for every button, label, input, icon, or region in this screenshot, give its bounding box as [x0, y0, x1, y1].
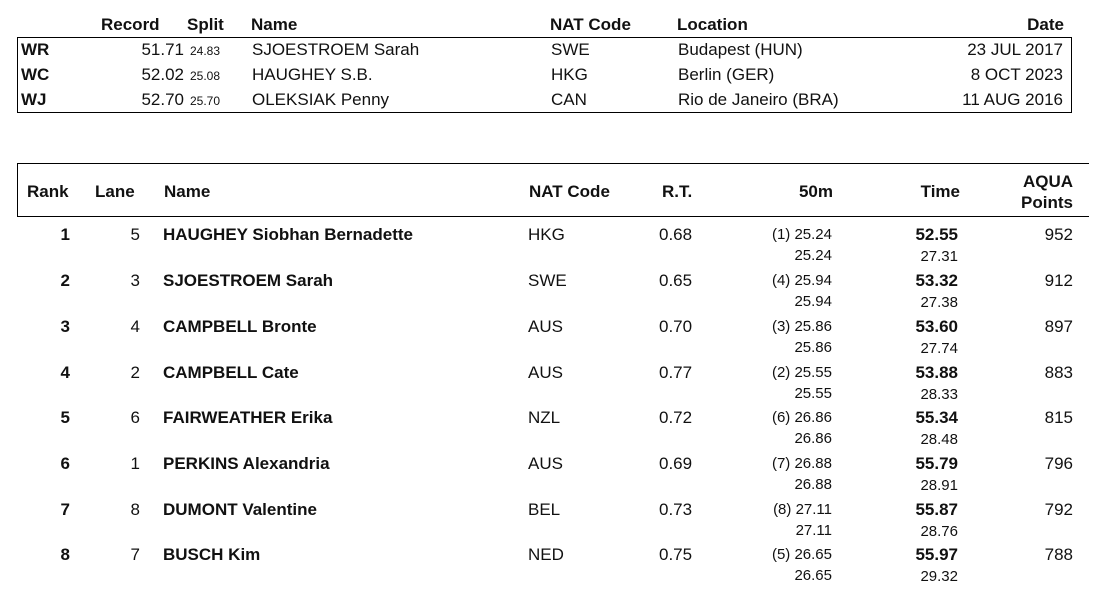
table-row [17, 225, 1089, 271]
aqua-points: 952 [1044, 225, 1073, 244]
cumulative-50m: 26.88 [794, 476, 832, 493]
rank-cell: 3 [60, 317, 70, 336]
athlete-name: FAIRWEATHER Erika [163, 408, 333, 427]
lane-cell: 2 [130, 363, 140, 382]
header-lane: Lane [95, 182, 135, 201]
record-holder: SJOESTROEM Sarah [252, 40, 420, 59]
record-split: 24.83 [190, 44, 221, 58]
nat-cell: BEL [528, 500, 561, 519]
cumulative-50m: 25.94 [794, 293, 832, 310]
record-code: WR [21, 40, 50, 59]
record-nat: CAN [551, 90, 587, 109]
split-100m: 28.33 [920, 386, 958, 403]
record-location: Berlin (GER) [678, 65, 775, 84]
header-name: Name [164, 182, 211, 201]
record-split: 25.08 [190, 69, 221, 83]
header-rank: Rank [27, 182, 69, 201]
header-date: Date [1027, 15, 1064, 34]
cumulative-50m: 25.86 [794, 339, 832, 356]
header-location: Location [677, 15, 748, 34]
records-header [17, 11, 1072, 38]
split-50m: (2) 25.55 [771, 364, 832, 381]
nat-cell: SWE [528, 271, 567, 290]
aqua-points: 883 [1044, 363, 1073, 382]
record-time: 52.70 [141, 90, 184, 109]
nat-cell: HKG [528, 225, 565, 244]
cumulative-50m: 25.55 [794, 385, 832, 402]
record-location: Budapest (HUN) [678, 40, 803, 59]
split-50m: (5) 26.65 [771, 546, 832, 563]
athlete-name: SJOESTROEM Sarah [163, 271, 334, 290]
record-holder: OLEKSIAK Penny [252, 90, 390, 109]
table-row [17, 454, 1089, 500]
rank-cell: 5 [60, 408, 70, 427]
lane-cell: 5 [130, 225, 140, 244]
table-row [17, 408, 1089, 454]
rank-cell: 7 [60, 500, 70, 519]
header-points-line2: Points [1021, 193, 1073, 212]
record-code: WC [21, 65, 50, 84]
final-time: 52.55 [915, 225, 958, 244]
cumulative-50m: 26.65 [794, 567, 832, 584]
athlete-name: BUSCH Kim [163, 545, 261, 564]
nat-cell: AUS [528, 317, 563, 336]
split-100m: 28.76 [920, 523, 958, 540]
nat-cell: NZL [528, 408, 561, 427]
split-50m: (3) 25.86 [771, 318, 832, 335]
aqua-points: 912 [1044, 271, 1073, 290]
rank-cell: 4 [60, 363, 70, 382]
record-row [18, 40, 1071, 65]
final-time: 53.88 [915, 363, 958, 382]
rank-cell: 6 [60, 454, 70, 473]
table-row [17, 271, 1089, 317]
aqua-points: 788 [1044, 545, 1073, 564]
lane-cell: 6 [130, 408, 140, 427]
header-rt: R.T. [662, 182, 693, 201]
aqua-points: 792 [1044, 500, 1073, 519]
record-code: WJ [21, 90, 47, 109]
lane-cell: 7 [130, 545, 140, 564]
record-location: Rio de Janeiro (BRA) [678, 90, 839, 109]
final-time: 55.87 [915, 500, 958, 519]
records-body [17, 37, 1072, 113]
cumulative-50m: 27.11 [795, 522, 832, 539]
nat-cell: AUS [528, 363, 563, 382]
record-row [18, 90, 1071, 115]
cumulative-50m: 25.24 [794, 247, 832, 264]
reaction-time: 0.77 [659, 363, 693, 382]
rank-cell: 1 [60, 225, 70, 244]
reaction-time: 0.70 [659, 317, 693, 336]
record-date: 23 JUL 2017 [967, 40, 1063, 59]
header-nat: NAT Code [550, 15, 631, 34]
record-time: 51.71 [141, 40, 184, 59]
reaction-time: 0.75 [659, 545, 693, 564]
lane-cell: 1 [130, 454, 140, 473]
table-row [17, 545, 1089, 591]
nat-cell: NED [528, 545, 564, 564]
results-header [17, 163, 1089, 217]
record-row [18, 65, 1071, 90]
aqua-points: 796 [1044, 454, 1073, 473]
record-date: 8 OCT 2023 [970, 65, 1063, 84]
final-time: 53.32 [915, 271, 958, 290]
final-time: 55.34 [915, 408, 958, 427]
record-split: 25.70 [190, 94, 221, 108]
header-time: Time [920, 182, 960, 201]
athlete-name: HAUGHEY Siobhan Bernadette [163, 225, 414, 244]
header-points-line1: AQUA [1022, 172, 1073, 191]
reaction-time: 0.65 [659, 271, 693, 290]
records-table [17, 11, 1072, 113]
reaction-time: 0.73 [659, 500, 693, 519]
record-time: 52.02 [141, 65, 184, 84]
table-row [17, 500, 1089, 546]
split-100m: 28.48 [920, 431, 958, 448]
nat-cell: AUS [528, 454, 563, 473]
athlete-name: DUMONT Valentine [163, 500, 317, 519]
final-time: 55.79 [915, 454, 958, 473]
split-50m: (8) 27.11 [773, 501, 832, 518]
lane-cell: 8 [130, 500, 140, 519]
split-50m: (4) 25.94 [771, 272, 832, 289]
split-100m: 27.31 [920, 248, 958, 265]
final-time: 53.60 [915, 317, 958, 336]
header-50m: 50m [798, 182, 833, 201]
split-50m: (7) 26.88 [771, 455, 832, 472]
athlete-name: CAMPBELL Bronte [163, 317, 317, 336]
reaction-time: 0.68 [659, 225, 693, 244]
final-time: 55.97 [915, 545, 958, 564]
rank-cell: 2 [60, 271, 70, 290]
split-100m: 29.32 [920, 568, 958, 585]
split-100m: 27.38 [920, 294, 958, 311]
athlete-name: PERKINS Alexandria [163, 454, 330, 473]
split-100m: 28.91 [920, 477, 958, 494]
reaction-time: 0.72 [659, 408, 693, 427]
record-date: 11 AUG 2016 [962, 90, 1063, 109]
record-nat: HKG [551, 65, 588, 84]
record-holder: HAUGHEY S.B. [252, 65, 373, 84]
table-row [17, 363, 1089, 409]
aqua-points: 815 [1044, 408, 1073, 427]
split-100m: 27.74 [920, 340, 958, 357]
header-nat: NAT Code [529, 182, 610, 201]
reaction-time: 0.69 [659, 454, 693, 473]
header-split: Split [187, 15, 224, 34]
split-50m: (6) 26.86 [771, 409, 832, 426]
aqua-points: 897 [1044, 317, 1073, 336]
cumulative-50m: 26.86 [794, 430, 832, 447]
record-nat: SWE [551, 40, 590, 59]
rank-cell: 8 [60, 545, 70, 564]
lane-cell: 4 [130, 317, 140, 336]
split-50m: (1) 25.24 [771, 226, 832, 243]
header-name: Name [251, 15, 298, 34]
header-record: Record [101, 15, 160, 34]
table-row [17, 317, 1089, 363]
lane-cell: 3 [130, 271, 140, 290]
athlete-name: CAMPBELL Cate [163, 363, 299, 382]
